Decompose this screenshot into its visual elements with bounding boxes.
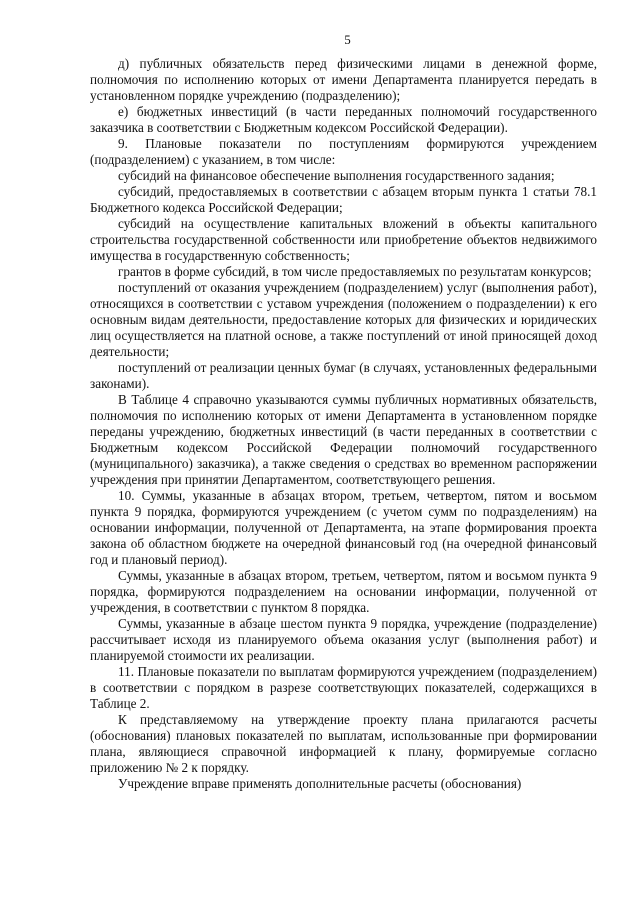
paragraph-subsidies-78-1: субсидий, предоставляемых в соответствии с абзацем вторым пункта 1 статьи 78.1 Бюджетного кодекса Российской Федерации;: [90, 184, 597, 215]
paragraph-d-public-obligations: д) публичных обязательств перед физическими лицами в денежной форме, полномочия по исполнению которых от имени Департамента планируется передать в установленном порядке учреждению (подразделению);: [90, 56, 597, 103]
paragraph-10-sums: 10. Суммы, указанные в абзацах втором, третьем, четвертом, пятом и восьмом пункта 9 порядка, формируются учреждением (с учетом сумм по подразделениям) на основании информации, полученной от Департамента, на этапе формирования проекта закона об областном бюджете на очередной финансовый год (на очередной финансовый год и плановый период).: [90, 488, 597, 567]
paragraph-securities-income: поступлений от реализации ценных бумаг (в случаях, установленных федеральными законами).: [90, 360, 597, 391]
paragraph-9-income-indicators: 9. Плановые показатели по поступлениям формируются учреждением (подразделением) с указанием, в том числе:: [90, 136, 597, 167]
paragraph-sums-subdivision: Суммы, указанные в абзацах втором, третьем, четвертом, пятом и восьмом пункта 9 порядка, формируются подразделением на основании информации, полученной от учреждения, в соответствии с пунктом 8 порядка.: [90, 568, 597, 615]
page-number: 5: [344, 32, 351, 47]
paragraph-e-budget-investments: е) бюджетных инвестиций (в части переданных полномочий государственного заказчика в соответствии с Бюджетным кодексом Российской Федерации).: [90, 104, 597, 135]
paragraph-subsidies-state-task: субсидий на финансовое обеспечение выполнения государственного задания;: [118, 168, 555, 183]
paragraph-table-4: В Таблице 4 справочно указываются суммы публичных нормативных обязательств, полномочия по исполнению которых от имени Департамента в установленном порядке переданы учреждению, бюджетных инвестиций (в части переданных в соответствии с Бюджетным кодексом Российской Федерации полномочий государственного (муниципального) заказчика), а также сведения о средствах во временном распоряжении учреждения при принятии Департаментом, соответствующего решения.: [90, 392, 597, 487]
paragraph-sums-sixth: Суммы, указанные в абзаце шестом пункта 9 порядка, учреждение (подразделение) рассчитывает исходя из планируемого объема оказания услуг (выполнения работ) и планируемой стоимости их реализации.: [90, 616, 597, 663]
paragraph-calculations-appendix: К представляемому на утверждение проекту плана прилагаются расчеты (обоснования) плановых показателей по выплатам, использованные при формировании плана, являющиеся справочной информацией к плану, формируемые согласно приложению № 2 к порядку.: [90, 712, 597, 775]
paragraph-11-expenditure-indicators: 11. Плановые показатели по выплатам формируются учреждением (подразделением) в соответствии с порядком в разрезе соответствующих показателей, содержащихся в Таблице 2.: [90, 664, 597, 711]
paragraph-subsidies-capital: субсидий на осуществление капитальных вложений в объекты капитального строительства государственной собственности или приобретение объектов недвижимого имущества в государственную собственность;: [90, 216, 597, 263]
paragraph-additional-calculations: Учреждение вправе применять дополнительные расчеты (обоснования): [118, 776, 522, 791]
paragraph-paid-services-income: поступлений от оказания учреждением (подразделением) услуг (выполнения работ), относящихся в соответствии с уставом учреждения (положением о подразделении) к его основным видам деятельности, предоставление которых для физических и юридических лиц осуществляется на платной основе, а также поступлений от иной приносящей доход деятельности;: [90, 280, 597, 359]
paragraph-grants: грантов в форме субсидий, в том числе предоставляемых по результатам конкурсов;: [118, 264, 592, 279]
